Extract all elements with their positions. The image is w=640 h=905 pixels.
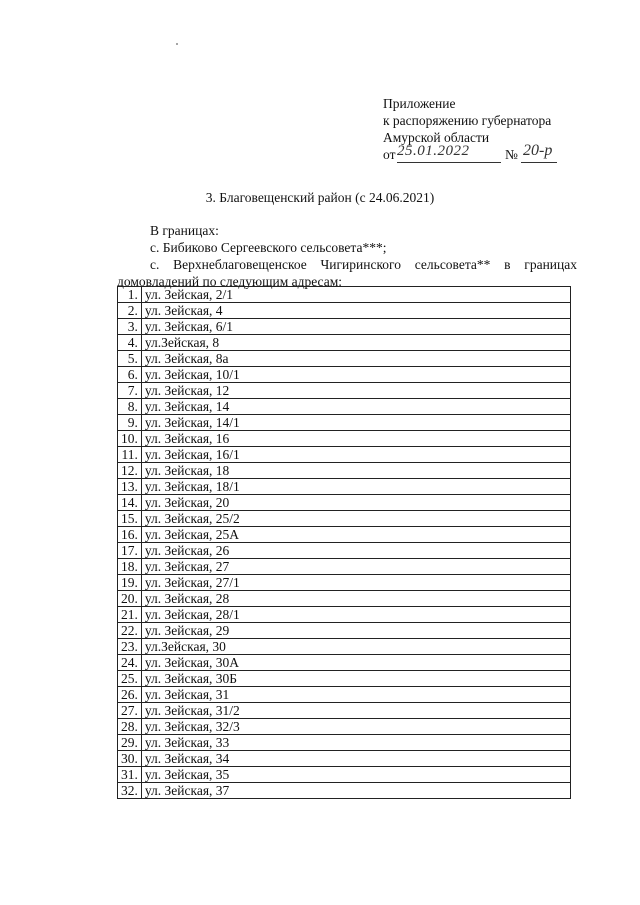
row-number: 24. [118,655,142,671]
intro-text [117,222,577,290]
table-row [118,479,571,495]
table-row [118,719,571,735]
row-number: 21. [118,607,142,623]
row-number: 9. [118,415,142,431]
address-table-body [118,287,571,799]
table-row [118,607,571,623]
row-address: ул. Зейская, 25/2 [141,511,570,527]
row-number: 3. [118,319,142,335]
date-underline [397,162,501,163]
row-number: 31. [118,767,142,783]
row-number: 19. [118,575,142,591]
table-row [118,783,571,799]
row-number: 16. [118,527,142,543]
table-row [118,319,571,335]
row-number: 23. [118,639,142,655]
row-address: ул. Зейская, 34 [141,751,570,767]
row-address: ул. Зейская, 29 [141,623,570,639]
row-address: ул. Зейская, 26 [141,543,570,559]
row-number: 12. [118,463,142,479]
table-row [118,495,571,511]
table-row [118,367,571,383]
intro-line-1: В границах: [150,223,219,238]
table-row [118,415,571,431]
row-address: ул. Зейская, 31 [141,687,570,703]
table-row [118,527,571,543]
row-address: ул. Зейская, 25А [141,527,570,543]
table-row [118,383,571,399]
row-address: ул. Зейская, 18 [141,463,570,479]
header-line-appendix: Приложение [383,96,456,111]
row-address: ул.Зейская, 8 [141,335,570,351]
row-address: ул. Зейская, 27/1 [141,575,570,591]
table-row [118,399,571,415]
row-address: ул. Зейская, 8а [141,351,570,367]
row-address: ул. Зейская, 30А [141,655,570,671]
row-number: 29. [118,735,142,751]
row-number: 22. [118,623,142,639]
row-number: 30. [118,751,142,767]
appendix-header [383,95,573,164]
row-address: ул. Зейская, 28/1 [141,607,570,623]
section-title: 3. Благовещенский район (с 24.06.2021) [205,190,435,205]
row-address: ул. Зейская, 32/3 [141,719,570,735]
row-address: ул. Зейская, 14/1 [141,415,570,431]
table-row [118,671,571,687]
row-number: 28. [118,719,142,735]
table-row [118,431,571,447]
table-row [118,335,571,351]
header-line-region: Амурской области [383,130,490,145]
table-row [118,287,571,303]
row-number: 2. [118,303,142,319]
table-row [118,559,571,575]
handwritten-number: 20-р [523,142,553,159]
address-table [117,286,571,799]
row-address: ул. Зейская, 4 [141,303,570,319]
row-address: ул. Зейская, 33 [141,735,570,751]
table-row [118,511,571,527]
table-row [118,463,571,479]
row-number: 32. [118,783,142,799]
intro-line-4: домовладений по следующим адресам: [117,274,343,289]
table-row [118,655,571,671]
row-number: 13. [118,479,142,495]
table-row [118,447,571,463]
row-address: ул. Зейская, 35 [141,767,570,783]
row-number: 18. [118,559,142,575]
row-address: ул. Зейская, 28 [141,591,570,607]
handwritten-date: 25.01.2022 [397,143,470,159]
table-row [118,351,571,367]
row-address: ул. Зейская, 31/2 [141,703,570,719]
table-row [118,751,571,767]
table-row [118,639,571,655]
row-address: ул. Зейская, 6/1 [141,319,570,335]
row-number: 10. [118,431,142,447]
row-number: 20. [118,591,142,607]
row-address: ул. Зейская, 12 [141,383,570,399]
table-row [118,623,571,639]
row-number: 27. [118,703,142,719]
table-row [118,735,571,751]
row-number: 17. [118,543,142,559]
table-row [118,543,571,559]
scan-speck [176,43,178,45]
number-prefix: № [505,147,518,162]
row-address: ул. Зейская, 30Б [141,671,570,687]
table-row [118,767,571,783]
intro-line-3: с. Верхнеблаговещенское Чигиринского сельсовета** в границах [150,257,577,272]
table-row [118,575,571,591]
row-number: 5. [118,351,142,367]
number-underline [521,162,557,163]
table-row [118,303,571,319]
table-row [118,703,571,719]
row-address: ул. Зейская, 2/1 [141,287,570,303]
row-address: ул. Зейская, 16/1 [141,447,570,463]
row-number: 14. [118,495,142,511]
row-number: 1. [118,287,142,303]
row-number: 8. [118,399,142,415]
row-number: 25. [118,671,142,687]
table-row [118,591,571,607]
header-line-order: к распоряжению губернатора [383,113,552,128]
row-address: ул. Зейская, 14 [141,399,570,415]
row-address: ул. Зейская, 10/1 [141,367,570,383]
row-number: 4. [118,335,142,351]
row-number: 6. [118,367,142,383]
row-number: 11. [118,447,142,463]
row-number: 15. [118,511,142,527]
row-address: ул. Зейская, 18/1 [141,479,570,495]
table-row [118,687,571,703]
row-number: 26. [118,687,142,703]
date-prefix: от [383,147,396,162]
row-address: ул. Зейская, 27 [141,559,570,575]
row-address: ул.Зейская, 30 [141,639,570,655]
row-address: ул. Зейская, 20 [141,495,570,511]
date-number-line [383,142,573,164]
row-address: ул. Зейская, 16 [141,431,570,447]
row-number: 7. [118,383,142,399]
intro-line-2: с. Бибиково Сергеевского сельсовета***; [150,240,387,255]
row-address: ул. Зейская, 37 [141,783,570,799]
